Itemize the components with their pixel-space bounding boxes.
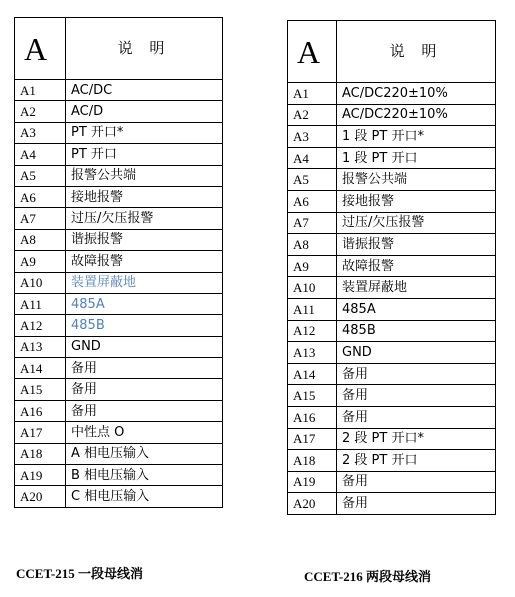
terminal-code-cell: A20 [15, 486, 66, 507]
table-row [288, 212, 496, 234]
terminal-description-cell: 谐振报警 [66, 229, 223, 250]
table-row [15, 422, 223, 443]
terminal-description-cell: 备用 [337, 493, 496, 515]
table-row [15, 400, 223, 421]
table-row [15, 293, 223, 314]
terminal-description-cell: PT 开口 [66, 144, 223, 165]
terminal-code-cell: A8 [288, 234, 337, 256]
terminal-description-cell: 过压/欠压报警 [66, 208, 223, 229]
terminal-description-cell: 过压/欠压报警 [337, 212, 496, 234]
terminal-code-cell: A15 [288, 385, 337, 407]
terminal-code-cell: A19 [288, 471, 337, 493]
table-row [15, 486, 223, 507]
table-row [288, 493, 496, 515]
terminal-code-cell: A4 [288, 147, 337, 169]
terminal-code-cell: A9 [288, 255, 337, 277]
terminal-description-cell: 故障报警 [66, 251, 223, 272]
terminal-code-cell: A18 [15, 443, 66, 464]
terminal-description-cell: 2 段 PT 开口 [337, 450, 496, 472]
terminal-code-cell: A13 [15, 336, 66, 357]
terminal-code-cell: A9 [15, 251, 66, 272]
terminal-description-cell: 1 段 PT 开口* [337, 126, 496, 148]
terminal-description-cell: 备用 [66, 358, 223, 379]
table-row [288, 385, 496, 407]
terminal-code-cell: A20 [288, 493, 337, 515]
terminal-code-cell: A11 [15, 293, 66, 314]
table-row [288, 450, 496, 472]
terminal-code-cell: A17 [15, 422, 66, 443]
table-row [288, 255, 496, 277]
terminal-code-cell: A17 [288, 428, 337, 450]
terminal-description-cell: 备用 [66, 379, 223, 400]
terminal-code-cell: A7 [288, 212, 337, 234]
terminal-description-cell: 485B [66, 315, 223, 336]
terminal-description-cell: C 相电压输入 [66, 486, 223, 507]
terminal-description-cell: 装置屏蔽地 [66, 272, 223, 293]
terminal-description-cell: 中性点 O [66, 422, 223, 443]
terminal-description-cell: 备用 [337, 406, 496, 428]
table-row [15, 122, 223, 143]
terminal-description-cell: A 相电压输入 [66, 443, 223, 464]
terminal-code-cell: A16 [15, 400, 66, 421]
table-row [15, 165, 223, 186]
terminal-code-cell: A7 [15, 208, 66, 229]
table-row [288, 190, 496, 212]
table-row [288, 169, 496, 191]
terminal-code-cell: A2 [15, 101, 66, 122]
terminal-code-cell: A16 [288, 406, 337, 428]
terminal-description-cell: PT 开口* [66, 122, 223, 143]
table-row [288, 126, 496, 148]
table-row [15, 272, 223, 293]
table-row [15, 101, 223, 122]
terminal-description-cell: 备用 [66, 400, 223, 421]
terminal-table-right [287, 20, 496, 515]
terminal-description-cell: 接地报警 [66, 186, 223, 207]
terminal-description-cell: 装置屏蔽地 [337, 277, 496, 299]
terminal-description-cell: GND [66, 336, 223, 357]
terminal-code-cell: A14 [288, 363, 337, 385]
terminal-description-cell: 报警公共端 [66, 165, 223, 186]
table-row [15, 465, 223, 486]
terminal-description-cell: AC/DC220±10% [337, 83, 496, 105]
terminal-code-cell: A6 [15, 186, 66, 207]
table-row [288, 342, 496, 364]
table-row [15, 358, 223, 379]
terminal-description-cell: AC/D [66, 101, 223, 122]
terminal-description-cell: 485A [66, 293, 223, 314]
terminal-description-cell: 报警公共端 [337, 169, 496, 191]
terminal-code-cell: A18 [288, 450, 337, 472]
terminal-code-cell: A14 [15, 358, 66, 379]
terminal-code-cell: A10 [15, 272, 66, 293]
table-row [288, 320, 496, 342]
model-caption-right: CCET-216 两段母线消 [304, 569, 432, 584]
terminal-code-cell: A8 [15, 229, 66, 250]
table-row [15, 443, 223, 464]
table-row [15, 315, 223, 336]
header-code-cell: A [15, 18, 66, 80]
table-row [15, 208, 223, 229]
terminal-code-cell: A5 [288, 169, 337, 191]
terminal-description-cell: 故障报警 [337, 255, 496, 277]
header-code-cell: A [288, 21, 337, 83]
terminal-table-left [14, 17, 223, 508]
table-row [288, 83, 496, 105]
terminal-description-cell: 备用 [337, 385, 496, 407]
terminal-code-cell: A4 [15, 144, 66, 165]
terminal-code-cell: A5 [15, 165, 66, 186]
table-row [15, 186, 223, 207]
terminal-description-cell: AC/DC [66, 80, 223, 101]
terminal-code-cell: A13 [288, 342, 337, 364]
table-row [15, 229, 223, 250]
terminal-description-cell: 备用 [337, 363, 496, 385]
terminal-description-cell: 谐振报警 [337, 234, 496, 256]
model-caption-left: CCET-215 一段母线消 [16, 566, 144, 581]
table-row [288, 277, 496, 299]
terminal-description-cell: B 相电压输入 [66, 465, 223, 486]
header-description-cell: 说 明 [66, 18, 223, 80]
table-row [288, 428, 496, 450]
table-row [288, 298, 496, 320]
terminal-description-cell: 2 段 PT 开口* [337, 428, 496, 450]
table-header-row [288, 21, 496, 83]
table-row [288, 147, 496, 169]
table-row [15, 144, 223, 165]
terminal-description-cell: GND [337, 342, 496, 364]
table-row [288, 406, 496, 428]
table-row [288, 471, 496, 493]
terminal-code-cell: A1 [15, 80, 66, 101]
terminal-code-cell: A1 [288, 83, 337, 105]
table-row [15, 80, 223, 101]
table-row [288, 363, 496, 385]
terminal-code-cell: A6 [288, 190, 337, 212]
terminal-code-cell: A19 [15, 465, 66, 486]
table-row [15, 379, 223, 400]
terminal-code-cell: A10 [288, 277, 337, 299]
terminal-description-cell: 485B [337, 320, 496, 342]
table-row [15, 336, 223, 357]
header-description-cell: 说 明 [337, 21, 496, 83]
terminal-description-cell: 1 段 PT 开口 [337, 147, 496, 169]
table-row [288, 234, 496, 256]
terminal-code-cell: A12 [15, 315, 66, 336]
table-row [288, 104, 496, 126]
table-header-row [15, 18, 223, 80]
terminal-code-cell: A12 [288, 320, 337, 342]
table-row [15, 251, 223, 272]
terminal-description-cell: 485A [337, 298, 496, 320]
terminal-code-cell: A2 [288, 104, 337, 126]
terminal-code-cell: A11 [288, 298, 337, 320]
terminal-description-cell: AC/DC220±10% [337, 104, 496, 126]
terminal-code-cell: A3 [15, 122, 66, 143]
terminal-code-cell: A3 [288, 126, 337, 148]
terminal-description-cell: 接地报警 [337, 190, 496, 212]
terminal-code-cell: A15 [15, 379, 66, 400]
terminal-description-cell: 备用 [337, 471, 496, 493]
